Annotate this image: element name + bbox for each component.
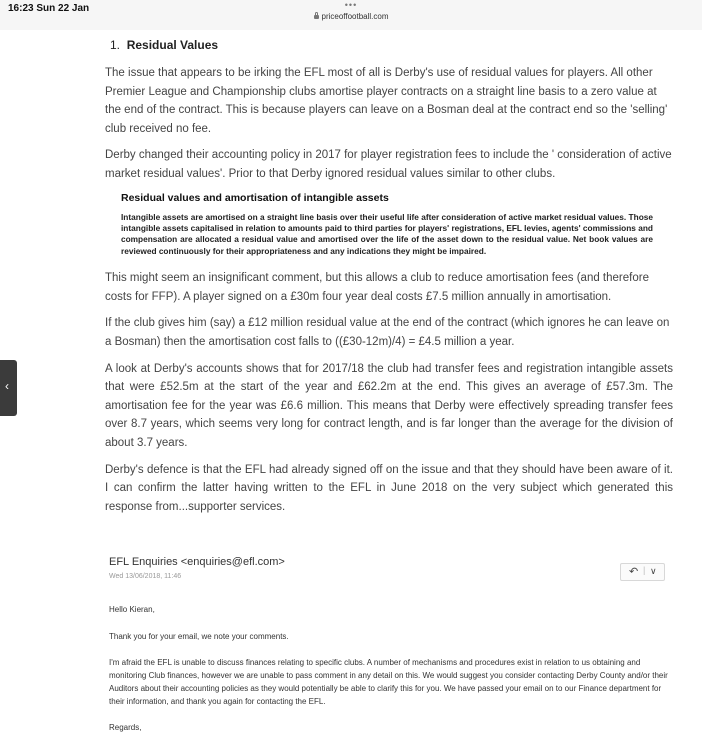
paragraph-4: If the club gives him (say) a £12 million residual value at the end of the contract (which ignores he can leave on a Bosman) then the amortisation cost falls to ((£30-12m)/4) = £4.5 million a year.: [105, 317, 670, 348]
excerpt-text: Intangible assets are amortised on a straight line basis over their useful life after consideration of active market residual values. Those intangible assets capitalised in relation to amounts paid to third parties for players' registrations, EFL levies, agents' commissions and compensation are allocated a residual value and amortised over the life of the asset down to the residual value. Net book values are reviewed continuously for their appropriateness and any indications they might be impaired.: [121, 211, 653, 256]
email-signoff: Regards,: [109, 723, 142, 732]
section-number: 1.: [110, 38, 121, 52]
email-line-1: Thank you for your email, we note your comments.: [109, 632, 289, 641]
accounts-excerpt: [121, 192, 653, 258]
email-body: I'm afraid the EFL is unable to discuss finances relating to specific clubs. A number of mechanisms and procedures exist in relation to us obtaining and monitoring Club finances, however we are unable to pass comment in any detail on this. We would suggest you consider contacting Derby County and/or their Auditors about their accounting policies as they would potentially be able to clarify this for you. We have passed your email on to our Finance department for their information, and thank you again for contacting the EFL.: [109, 658, 668, 706]
email-greeting: Hello Kieran,: [109, 605, 155, 614]
more-dots-icon[interactable]: •••: [344, 0, 358, 10]
paragraph-1: The issue that appears to be irking the EFL most of all is Derby's use of residual values for players. All other Premier League and Championship clubs amortise player contracts on a straight line basis to a zero value at the end of the contract. This is because players can leave on a Bosman deal at the contract end so the 'selling' club received no fee.: [105, 67, 668, 135]
url-text: priceoffootball.com: [321, 12, 389, 21]
paragraph-2: Derby changed their accounting policy in 2017 for player registration fees to include the ' consideration of active market residual values'. Prior to that Derby ignored residual values similar to other clubs.: [105, 149, 672, 180]
paragraph-5: A look at Derby's accounts shows that for 2017/18 the club had transfer fees and registration intangible assets that were £52.5m at the start of the year and £62.2m at the end. This gives an average of £57.3m. The amortisation fee for the year was £6.6 million. This means that Derby were effectively spreading transfer fees over 8.7 years, which seems very long for contract length, and is far longer than the average for the division of about 3.7 years.: [105, 362, 673, 449]
chevron-left-icon: ‹: [5, 379, 9, 393]
email-screenshot: [109, 556, 669, 732]
section-heading: [110, 38, 673, 52]
excerpt-title: Residual values and amortisation of intangible assets: [121, 191, 389, 204]
back-button[interactable]: [0, 360, 17, 416]
email-actions: [620, 563, 665, 581]
address-bar[interactable]: [0, 12, 702, 21]
status-time-date: 16:23 Sun 22 Jan: [8, 3, 90, 14]
paragraph-3: This might seem an insignificant comment, but this allows a club to reduce amortisation fees (and therefore costs for FFP). A player signed on a £30m four year deal costs £7.5 million annually in amortisation.: [105, 272, 649, 303]
lock-icon: [314, 15, 319, 19]
section-title: Residual Values: [126, 38, 219, 52]
reply-icon[interactable]: ↶: [629, 566, 639, 578]
chevron-down-icon[interactable]: ∨: [650, 566, 657, 576]
article-content: [105, 38, 673, 524]
email-date: Wed 13/06/2018, 11:46: [109, 573, 182, 580]
actions-separator: |: [643, 565, 646, 575]
email-sender: EFL Enquiries <enquiries@efl.com>: [109, 556, 285, 568]
paragraph-6: Derby's defence is that the EFL had already signed off on the issue and that they should have been aware of it. I can confirm the latter having written to the EFL in June 2018 on the very subject which generated this response from...supporter services.: [105, 463, 673, 513]
status-bar: [0, 0, 702, 30]
